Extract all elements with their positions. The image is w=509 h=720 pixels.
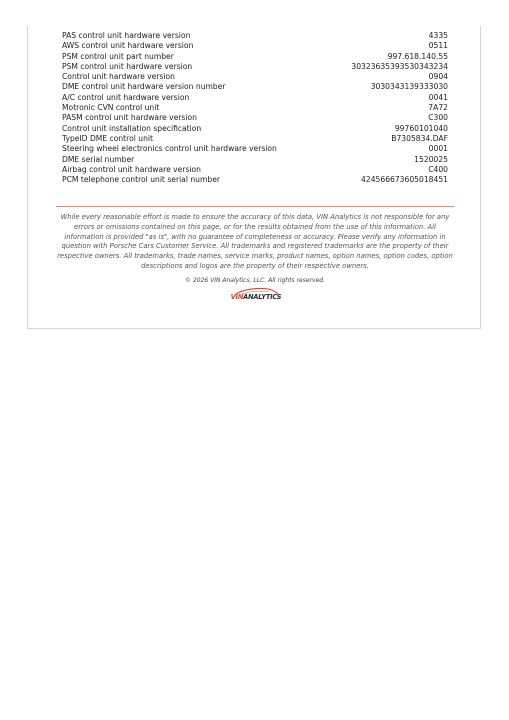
table-row [62,103,448,113]
copyright-text: © 2026 VIN Analytics, LLC. All rights reserved. [185,277,325,284]
row-label: PCM telephone control unit serial number [62,175,220,185]
row-value: 0904 [428,72,448,82]
row-value: 1520025 [414,154,448,164]
row-label: AWS control unit hardware version [62,41,194,51]
row-value: 0001 [428,144,448,154]
section-divider [56,206,454,207]
row-value: 7A72 [428,103,448,113]
vin-analytics-logo [228,287,284,303]
row-label: PSM control unit hardware version [62,61,193,71]
table-row [62,175,448,185]
row-value: C400 [428,164,448,174]
row-label: DME serial number [62,154,135,164]
row-value: 424566673605018451 [361,175,448,185]
row-value: 997.618.140.55 [387,51,448,61]
disclaimer-text: While every reasonable effort is made to ensure the accuracy of this data, VIN Analytics is not responsible for any errors or omissions contained on this page, or for the results obtained from the use of this information. All information is provided "as is", with no guarantee of completeness or accuracy. Please verify any information in question with Porsche Cars Customer Service. All trademarks and registered trademarks are the property of their respective owners. All trademarks, trade names, service marks, product names, option names, option codes, option descriptions and logos are the property of their respective owners. [57,213,453,270]
table-row [62,31,448,41]
table-row [62,144,448,154]
logo-wordmark [228,293,284,301]
logo-analytics: ANALYTICS [243,293,282,301]
table-row [62,52,448,62]
row-value: 30323635393530343234 [351,61,448,71]
table-row [62,62,448,72]
row-label: Control unit hardware version [62,72,175,82]
row-label: TypeID DME control unit [62,133,154,143]
control-unit-list [62,31,448,185]
table-row [62,82,448,92]
table-row [62,113,448,123]
row-value: 99760101040 [394,123,448,133]
report-card [27,26,481,329]
table-row [62,41,448,51]
row-label: PSM control unit part number [62,51,174,61]
row-label: A/C control unit hardware version [62,92,190,102]
row-label: Airbag control unit hardware version [62,164,201,174]
row-label: DME control unit hardware version number [62,82,226,92]
row-label: Control unit installation specification [62,123,202,133]
table-row [62,165,448,175]
row-value: 0511 [428,41,448,51]
row-label: PAS control unit hardware version [62,31,191,40]
row-label: PASM control unit hardware version [62,113,197,123]
row-value: B7305834.DAF [391,133,448,143]
logo-vin: VIN [230,293,244,301]
row-value: C300 [428,113,448,123]
table-row [62,155,448,165]
table-row [62,134,448,144]
table-row [62,93,448,103]
row-label: Steering wheel electronics control unit hardware version [62,144,277,154]
row-value: 4335 [428,31,448,40]
row-value: 0041 [428,92,448,102]
row-label: Motronic CVN control unit [62,103,160,113]
row-value: 3030343139333030 [370,82,448,92]
table-row [62,124,448,134]
table-row [62,72,448,82]
